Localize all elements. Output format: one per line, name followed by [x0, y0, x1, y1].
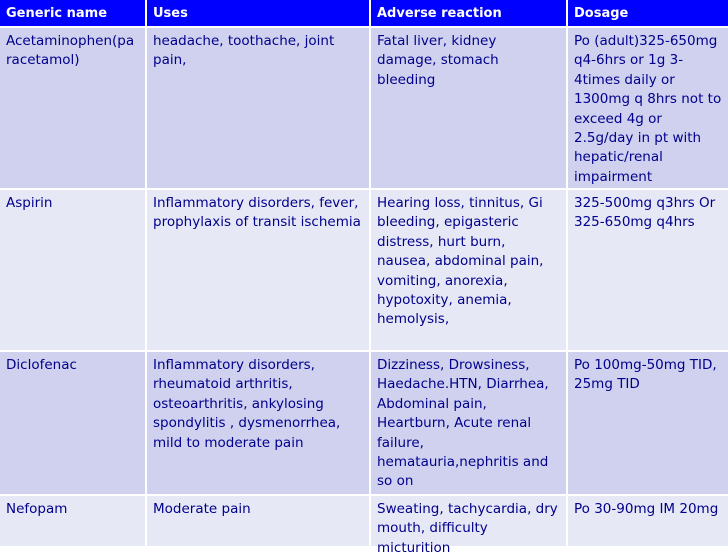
- cell-adverse-reaction: Sweating, tachycardia, dry mouth, difficulty micturition: [371, 496, 568, 546]
- cell-generic-name: Acetaminophen(paracetamol): [0, 28, 147, 190]
- table-row: [0, 352, 728, 496]
- cell-adverse-reaction: Fatal liver, kidney damage, stomach bleeding: [371, 28, 568, 190]
- cell-dosage: Po 30-90mg IM 20mg: [568, 496, 728, 546]
- table-header-row: [0, 0, 728, 28]
- header-generic-name: Generic name: [0, 0, 147, 28]
- cell-uses: Moderate pain: [147, 496, 371, 546]
- table-row: [0, 190, 728, 352]
- cell-adverse-reaction: Dizziness, Drowsiness, Haedache.HTN, Diarrhea, Abdominal pain, Heartburn, Acute renal failure, hematauria,nephritis and so on: [371, 352, 568, 496]
- cell-uses: Inflammatory disorders, rheumatoid arthritis, osteoarthritis, ankylosing spondylitis , dysmenorrhea, mild to moderate pain: [147, 352, 371, 496]
- cell-dosage: 325-500mg q3hrs Or 325-650mg q4hrs: [568, 190, 728, 352]
- table-row: [0, 28, 728, 190]
- cell-uses: Inflammatory disorders, fever, prophylaxis of transit ischemia: [147, 190, 371, 352]
- cell-generic-name: Aspirin: [0, 190, 147, 352]
- cell-dosage: Po (adult)325-650mg q4-6hrs or 1g 3-4times daily or 1300mg q 8hrs not to exceed 4g or 2.5g/day in pt with hepatic/renal impairment: [568, 28, 728, 190]
- cell-generic-name: Diclofenac: [0, 352, 147, 496]
- header-adverse-reaction: Adverse reaction: [371, 0, 568, 28]
- cell-dosage: Po 100mg-50mg TID, 25mg TID: [568, 352, 728, 496]
- cell-adverse-reaction: Hearing loss, tinnitus, Gi bleeding, epigasteric distress, hurt burn, nausea, abdominal pain, vomiting, anorexia, hypotoxity, anemia, hemolysis,: [371, 190, 568, 352]
- header-dosage: Dosage: [568, 0, 728, 28]
- header-uses: Uses: [147, 0, 371, 28]
- cell-uses: headache, toothache, joint pain,: [147, 28, 371, 190]
- table-row: [0, 496, 728, 556]
- cell-generic-name: Nefopam: [0, 496, 147, 546]
